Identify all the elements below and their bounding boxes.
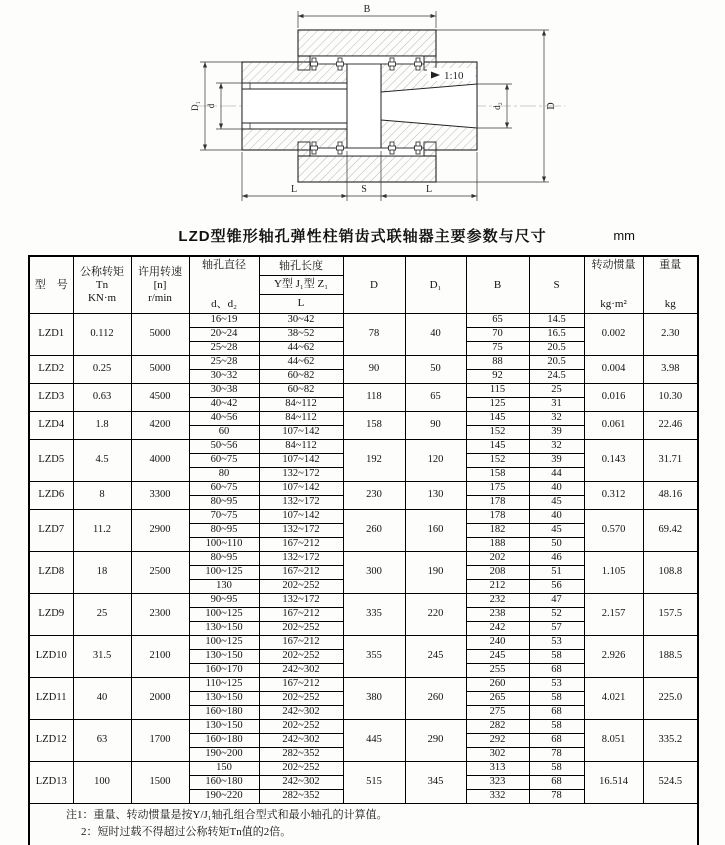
B-cell: 212 xyxy=(466,579,529,593)
B-cell: 242 xyxy=(466,621,529,635)
model-cell: LZD2 xyxy=(29,355,73,383)
B-cell: 158 xyxy=(466,467,529,481)
bore-diameter-cell: 160~180 xyxy=(189,775,259,789)
bore-length-cell: 38~52 xyxy=(259,327,343,341)
col-header-S: S xyxy=(529,256,584,313)
B-cell: 275 xyxy=(466,705,529,719)
weight-cell: 10.30 xyxy=(643,383,698,411)
bore-diameter-cell: 60~75 xyxy=(189,481,259,495)
right-hub-taper-bore xyxy=(381,84,477,128)
model-cell: LZD13 xyxy=(29,761,73,803)
bore-length-cell: 132~172 xyxy=(259,593,343,607)
inertia-cell: 4.021 xyxy=(584,677,643,719)
S-cell: 68 xyxy=(529,663,584,677)
sleeve-bottom-band xyxy=(298,156,436,182)
torque-cell: 0.63 xyxy=(73,383,131,411)
D1-cell: 160 xyxy=(405,509,466,551)
bore-diameter-cell: 70~75 xyxy=(189,509,259,523)
D1-cell: 50 xyxy=(405,355,466,383)
table-row xyxy=(29,719,698,733)
bore-length-cell: 202~252 xyxy=(259,579,343,593)
sleeve-top-inner-ring xyxy=(310,56,424,64)
model-cell: LZD11 xyxy=(29,677,73,719)
torque-cell: 63 xyxy=(73,719,131,761)
B-cell: 188 xyxy=(466,537,529,551)
D1-cell: 190 xyxy=(405,551,466,593)
bore-length-cell: 167~212 xyxy=(259,677,343,691)
col-header-weight xyxy=(643,256,698,313)
bore-length-cell: 242~302 xyxy=(259,775,343,789)
col-header-bore-length-L: L xyxy=(259,294,343,313)
D-cell: 158 xyxy=(343,411,405,439)
torque-header-line1: 公称转矩 xyxy=(80,265,124,278)
torque-cell: 8 xyxy=(73,481,131,509)
inertia-cell: 0.570 xyxy=(584,509,643,551)
B-cell: 208 xyxy=(466,565,529,579)
bore-length-cell: 167~212 xyxy=(259,537,343,551)
col-header-speed xyxy=(131,256,189,313)
bore-diameter-cell: 60~75 xyxy=(189,453,259,467)
bore-diameter-cell: 40~42 xyxy=(189,397,259,411)
S-cell: 78 xyxy=(529,789,584,803)
S-cell: 32 xyxy=(529,411,584,425)
bore-length-cell: 30~42 xyxy=(259,313,343,327)
col-header-torque xyxy=(73,256,131,313)
D-cell: 355 xyxy=(343,635,405,677)
D-cell: 515 xyxy=(343,761,405,803)
S-cell: 47 xyxy=(529,593,584,607)
speed-header-line1: 许用转速 xyxy=(138,265,182,278)
bore-diameter-cell: 190~220 xyxy=(189,789,259,803)
S-cell: 24.5 xyxy=(529,369,584,383)
table-row xyxy=(29,635,698,649)
coupling-drawing xyxy=(0,0,725,218)
dim-label-S: S xyxy=(361,184,367,195)
D1-cell: 90 xyxy=(405,411,466,439)
note-1: 注1：重量、转动惯量是按Y/J₁轴孔组合型式和最小轴孔的计算值。 xyxy=(66,808,388,821)
bore-diameter-cell: 150 xyxy=(189,761,259,775)
bore-diameter-cell: 20~24 xyxy=(189,327,259,341)
inertia-cell: 2.926 xyxy=(584,635,643,677)
bore-length-cell: 282~352 xyxy=(259,747,343,761)
speed-cell: 2900 xyxy=(131,509,189,551)
table-row xyxy=(29,383,698,397)
bore-diameter-cell: 110~125 xyxy=(189,677,259,691)
torque-cell: 4.5 xyxy=(73,439,131,481)
torque-cell: 31.5 xyxy=(73,635,131,677)
torque-cell: 18 xyxy=(73,551,131,593)
table-row xyxy=(29,761,698,775)
B-cell: 92 xyxy=(466,369,529,383)
bore-diameter-cell: 16~19 xyxy=(189,313,259,327)
bore-diameter-cell: 80~95 xyxy=(189,551,259,565)
torque-cell: 0.25 xyxy=(73,355,131,383)
D-cell: 380 xyxy=(343,677,405,719)
bore-diameter-cell: 160~170 xyxy=(189,663,259,677)
model-cell: LZD4 xyxy=(29,411,73,439)
model-cell: LZD12 xyxy=(29,719,73,761)
D-cell: 192 xyxy=(343,439,405,481)
S-cell: 53 xyxy=(529,677,584,691)
dim-label-L-right: L xyxy=(425,184,433,195)
bore-length-cell: 107~142 xyxy=(259,509,343,523)
D1-cell: 290 xyxy=(405,719,466,761)
weight-cell: 31.71 xyxy=(643,439,698,481)
speed-cell: 1700 xyxy=(131,719,189,761)
table-row xyxy=(29,439,698,453)
bore-diameter-cell: 30~38 xyxy=(189,383,259,397)
S-cell: 78 xyxy=(529,747,584,761)
bore-diameter-cell: 30~32 xyxy=(189,369,259,383)
bore-length-cell: 132~172 xyxy=(259,467,343,481)
B-cell: 115 xyxy=(466,383,529,397)
bore-length-cell: 44~62 xyxy=(259,341,343,355)
model-cell: LZD3 xyxy=(29,383,73,411)
B-cell: 313 xyxy=(466,761,529,775)
torque-cell: 100 xyxy=(73,761,131,803)
inertia-header-line2: kg·m² xyxy=(600,298,627,311)
B-cell: 182 xyxy=(466,523,529,537)
bore-diameter-cell: 60 xyxy=(189,425,259,439)
S-cell: 20.5 xyxy=(529,341,584,355)
bore-diameter-cell: 160~180 xyxy=(189,733,259,747)
speed-cell: 3300 xyxy=(131,481,189,509)
speed-cell: 5000 xyxy=(131,313,189,355)
bore-length-cell: 132~172 xyxy=(259,551,343,565)
S-cell: 57 xyxy=(529,621,584,635)
table-row xyxy=(29,677,698,691)
table-row xyxy=(29,355,698,369)
note-2: 2：短时过载不得超过公称转矩Tn值的2倍。 xyxy=(81,825,292,838)
S-cell: 25 xyxy=(529,383,584,397)
S-cell: 68 xyxy=(529,733,584,747)
col-header-bore-length: 轴孔长度 xyxy=(259,256,343,275)
bore-length-cell: 202~252 xyxy=(259,621,343,635)
bore-length-cell: 44~62 xyxy=(259,355,343,369)
S-cell: 58 xyxy=(529,649,584,663)
B-cell: 202 xyxy=(466,551,529,565)
speed-cell: 2500 xyxy=(131,551,189,593)
B-cell: 240 xyxy=(466,635,529,649)
bore-length-cell: 167~212 xyxy=(259,565,343,579)
dim-label-L-left: L xyxy=(290,184,298,195)
B-cell: 238 xyxy=(466,607,529,621)
bore-diameter-cell: 100~125 xyxy=(189,607,259,621)
B-cell: 145 xyxy=(466,439,529,453)
S-cell: 14.5 xyxy=(529,313,584,327)
weight-cell: 108.8 xyxy=(643,551,698,593)
S-cell: 45 xyxy=(529,495,584,509)
dim-label-D1: D₁ xyxy=(190,101,200,111)
weight-header-line1: 重量 xyxy=(659,259,682,272)
bore-diameter-cell: 160~180 xyxy=(189,705,259,719)
D-cell: 78 xyxy=(343,313,405,355)
sleeve-bottom-cap-left xyxy=(298,142,310,156)
B-cell: 178 xyxy=(466,495,529,509)
bore-length-cell: 60~82 xyxy=(259,383,343,397)
bore-length-cell: 167~212 xyxy=(259,607,343,621)
sleeve-bottom-inner-ring xyxy=(310,148,424,156)
torque-cell: 1.8 xyxy=(73,411,131,439)
B-cell: 260 xyxy=(466,677,529,691)
col-header-B: B xyxy=(466,256,529,313)
table-row xyxy=(29,313,698,327)
model-cell: LZD9 xyxy=(29,593,73,635)
col-header-bore-diameter xyxy=(189,256,259,313)
S-cell: 39 xyxy=(529,453,584,467)
D-cell: 230 xyxy=(343,481,405,509)
bore-diameter-cell: 40~56 xyxy=(189,411,259,425)
D1-cell: 245 xyxy=(405,635,466,677)
inertia-cell: 8.051 xyxy=(584,719,643,761)
bore-diameter-cell: 130 xyxy=(189,579,259,593)
S-cell: 31 xyxy=(529,397,584,411)
model-cell: LZD8 xyxy=(29,551,73,593)
model-cell: LZD10 xyxy=(29,635,73,677)
bore-length-cell: 60~82 xyxy=(259,369,343,383)
speed-cell: 4500 xyxy=(131,383,189,411)
table-row xyxy=(29,593,698,607)
sleeve-top-band xyxy=(298,30,436,56)
page-title: LZD型锥形轴孔弹性柱销齿式联轴器主要参数与尺寸 xyxy=(178,228,547,245)
bore-length-cell: 242~302 xyxy=(259,705,343,719)
inertia-cell: 1.105 xyxy=(584,551,643,593)
bore-length-cell: 84~112 xyxy=(259,439,343,453)
D1-cell: 120 xyxy=(405,439,466,481)
weight-cell: 3.98 xyxy=(643,355,698,383)
B-cell: 152 xyxy=(466,453,529,467)
bore-length-cell: 242~302 xyxy=(259,733,343,747)
torque-header-line3: KN·m xyxy=(87,291,117,304)
inertia-header-line1: 转动惯量 xyxy=(591,259,636,272)
dim-label-D: D xyxy=(546,102,557,110)
bore-length-cell: 202~252 xyxy=(259,691,343,705)
speed-header-line2: [n] xyxy=(153,278,167,291)
table-row xyxy=(29,411,698,425)
weight-cell: 157.5 xyxy=(643,593,698,635)
weight-cell: 225.0 xyxy=(643,677,698,719)
D1-cell: 130 xyxy=(405,481,466,509)
unit-label: mm xyxy=(613,228,635,243)
bore-diameter-cell: 130~150 xyxy=(189,691,259,705)
table-row xyxy=(29,481,698,495)
S-cell: 58 xyxy=(529,719,584,733)
bore-diameter-cell: 130~150 xyxy=(189,649,259,663)
bore-diameter-cell: 25~28 xyxy=(189,341,259,355)
weight-cell: 2.30 xyxy=(643,313,698,355)
D-cell: 118 xyxy=(343,383,405,411)
S-cell: 20.5 xyxy=(529,355,584,369)
S-cell: 68 xyxy=(529,705,584,719)
model-cell: LZD6 xyxy=(29,481,73,509)
speed-cell: 1500 xyxy=(131,761,189,803)
S-cell: 44 xyxy=(529,467,584,481)
bore-length-cell: 107~142 xyxy=(259,425,343,439)
B-cell: 75 xyxy=(466,341,529,355)
bore-length-cell: 132~172 xyxy=(259,495,343,509)
dim-label-B: B xyxy=(363,4,371,15)
S-cell: 58 xyxy=(529,691,584,705)
model-cell: LZD7 xyxy=(29,509,73,551)
D-cell: 260 xyxy=(343,509,405,551)
bore-length-cell: 84~112 xyxy=(259,397,343,411)
B-cell: 302 xyxy=(466,747,529,761)
B-cell: 175 xyxy=(466,481,529,495)
bore-length-cell: 282~352 xyxy=(259,789,343,803)
B-cell: 70 xyxy=(466,327,529,341)
S-cell: 52 xyxy=(529,607,584,621)
inertia-cell: 0.061 xyxy=(584,411,643,439)
weight-header-line2: kg xyxy=(664,298,676,311)
model-cell: LZD1 xyxy=(29,313,73,355)
bore-diameter-cell: 100~110 xyxy=(189,537,259,551)
speed-cell: 2300 xyxy=(131,593,189,635)
weight-cell: 22.46 xyxy=(643,411,698,439)
col-header-model: 型 号 xyxy=(29,256,73,313)
torque-cell: 25 xyxy=(73,593,131,635)
speed-cell: 4000 xyxy=(131,439,189,481)
taper-label: 1:10 xyxy=(444,70,464,82)
bore-length-cell: 202~252 xyxy=(259,649,343,663)
S-cell: 50 xyxy=(529,537,584,551)
S-cell: 40 xyxy=(529,509,584,523)
S-cell: 53 xyxy=(529,635,584,649)
col-header-D: D xyxy=(343,256,405,313)
inertia-cell: 16.514 xyxy=(584,761,643,803)
sleeve-bottom-cap-right xyxy=(424,142,436,156)
weight-cell: 48.16 xyxy=(643,481,698,509)
model-cell: LZD5 xyxy=(29,439,73,481)
bore-length-cell: 202~252 xyxy=(259,761,343,775)
bore-length-cell: 242~302 xyxy=(259,663,343,677)
left-hub-bore xyxy=(242,83,347,129)
bore-diameter-cell: 130~150 xyxy=(189,621,259,635)
bore-diameter-cell: 100~125 xyxy=(189,635,259,649)
B-cell: 282 xyxy=(466,719,529,733)
bore-length-cell: 202~252 xyxy=(259,719,343,733)
bore-diameter-cell: 90~95 xyxy=(189,593,259,607)
D1-cell: 260 xyxy=(405,677,466,719)
torque-cell: 40 xyxy=(73,677,131,719)
B-cell: 145 xyxy=(466,411,529,425)
bore-diameter-cell: 130~150 xyxy=(189,719,259,733)
bore-diameter-cell: 190~200 xyxy=(189,747,259,761)
D-cell: 300 xyxy=(343,551,405,593)
torque-cell: 11.2 xyxy=(73,509,131,551)
bore-length-cell: 84~112 xyxy=(259,411,343,425)
S-cell: 58 xyxy=(529,761,584,775)
col-header-bore-length-types: Y型 J₁型 Z₁ xyxy=(259,275,343,294)
bore-diameter-cell: 80~95 xyxy=(189,495,259,509)
B-cell: 65 xyxy=(466,313,529,327)
title-row xyxy=(28,225,697,249)
B-cell: 292 xyxy=(466,733,529,747)
B-cell: 265 xyxy=(466,691,529,705)
S-cell: 16.5 xyxy=(529,327,584,341)
D1-cell: 40 xyxy=(405,313,466,355)
bore-length-cell: 107~142 xyxy=(259,481,343,495)
weight-cell: 524.5 xyxy=(643,761,698,803)
spacer-column xyxy=(347,63,381,149)
bore-length-cell: 167~212 xyxy=(259,635,343,649)
col-header-D1: D₁ xyxy=(405,256,466,313)
B-cell: 245 xyxy=(466,649,529,663)
weight-cell: 335.2 xyxy=(643,719,698,761)
bore-diameter-cell: 25~28 xyxy=(189,355,259,369)
D-cell: 335 xyxy=(343,593,405,635)
inertia-cell: 0.002 xyxy=(584,313,643,355)
inertia-cell: 2.157 xyxy=(584,593,643,635)
table-body xyxy=(29,313,698,803)
D-cell: 445 xyxy=(343,719,405,761)
B-cell: 332 xyxy=(466,789,529,803)
bore-diameter-cell: 100~125 xyxy=(189,565,259,579)
S-cell: 32 xyxy=(529,439,584,453)
bore-diameter-cell: 80~95 xyxy=(189,523,259,537)
bore-diameter-header-line1: 轴孔直径 xyxy=(202,259,246,272)
torque-cell: 0.112 xyxy=(73,313,131,355)
inertia-cell: 0.143 xyxy=(584,439,643,481)
D1-cell: 220 xyxy=(405,593,466,635)
B-cell: 125 xyxy=(466,397,529,411)
B-cell: 232 xyxy=(466,593,529,607)
D-cell: 90 xyxy=(343,355,405,383)
S-cell: 46 xyxy=(529,551,584,565)
col-header-inertia xyxy=(584,256,643,313)
torque-header-line2: Tn xyxy=(95,278,109,291)
speed-cell: 2000 xyxy=(131,677,189,719)
inertia-cell: 0.016 xyxy=(584,383,643,411)
weight-cell: 69.42 xyxy=(643,509,698,551)
weight-cell: 188.5 xyxy=(643,635,698,677)
bore-diameter-cell: 80 xyxy=(189,467,259,481)
bore-length-cell: 132~172 xyxy=(259,523,343,537)
D1-cell: 345 xyxy=(405,761,466,803)
inertia-cell: 0.312 xyxy=(584,481,643,509)
B-cell: 255 xyxy=(466,663,529,677)
inertia-cell: 0.004 xyxy=(584,355,643,383)
S-cell: 40 xyxy=(529,481,584,495)
S-cell: 68 xyxy=(529,775,584,789)
D1-cell: 65 xyxy=(405,383,466,411)
speed-header-line3: r/min xyxy=(148,291,172,304)
table-notes xyxy=(29,803,698,845)
bore-length-cell: 107~142 xyxy=(259,453,343,467)
parameters-table xyxy=(28,255,699,845)
sleeve-top-cap-right xyxy=(424,56,436,70)
table-header xyxy=(29,256,698,313)
sleeve-top-cap-left xyxy=(298,56,310,70)
speed-cell: 4200 xyxy=(131,411,189,439)
table-row xyxy=(29,551,698,565)
speed-cell: 2100 xyxy=(131,635,189,677)
S-cell: 56 xyxy=(529,579,584,593)
S-cell: 39 xyxy=(529,425,584,439)
dim-label-d: d xyxy=(206,103,216,109)
B-cell: 88 xyxy=(466,355,529,369)
dim-label-d2: d₂ xyxy=(492,102,502,110)
bore-diameter-cell: 50~56 xyxy=(189,439,259,453)
speed-cell: 5000 xyxy=(131,355,189,383)
bore-diameter-header-line2: d、d₂ xyxy=(211,298,237,311)
B-cell: 152 xyxy=(466,425,529,439)
S-cell: 51 xyxy=(529,565,584,579)
table-row xyxy=(29,509,698,523)
B-cell: 323 xyxy=(466,775,529,789)
B-cell: 178 xyxy=(466,509,529,523)
S-cell: 45 xyxy=(529,523,584,537)
